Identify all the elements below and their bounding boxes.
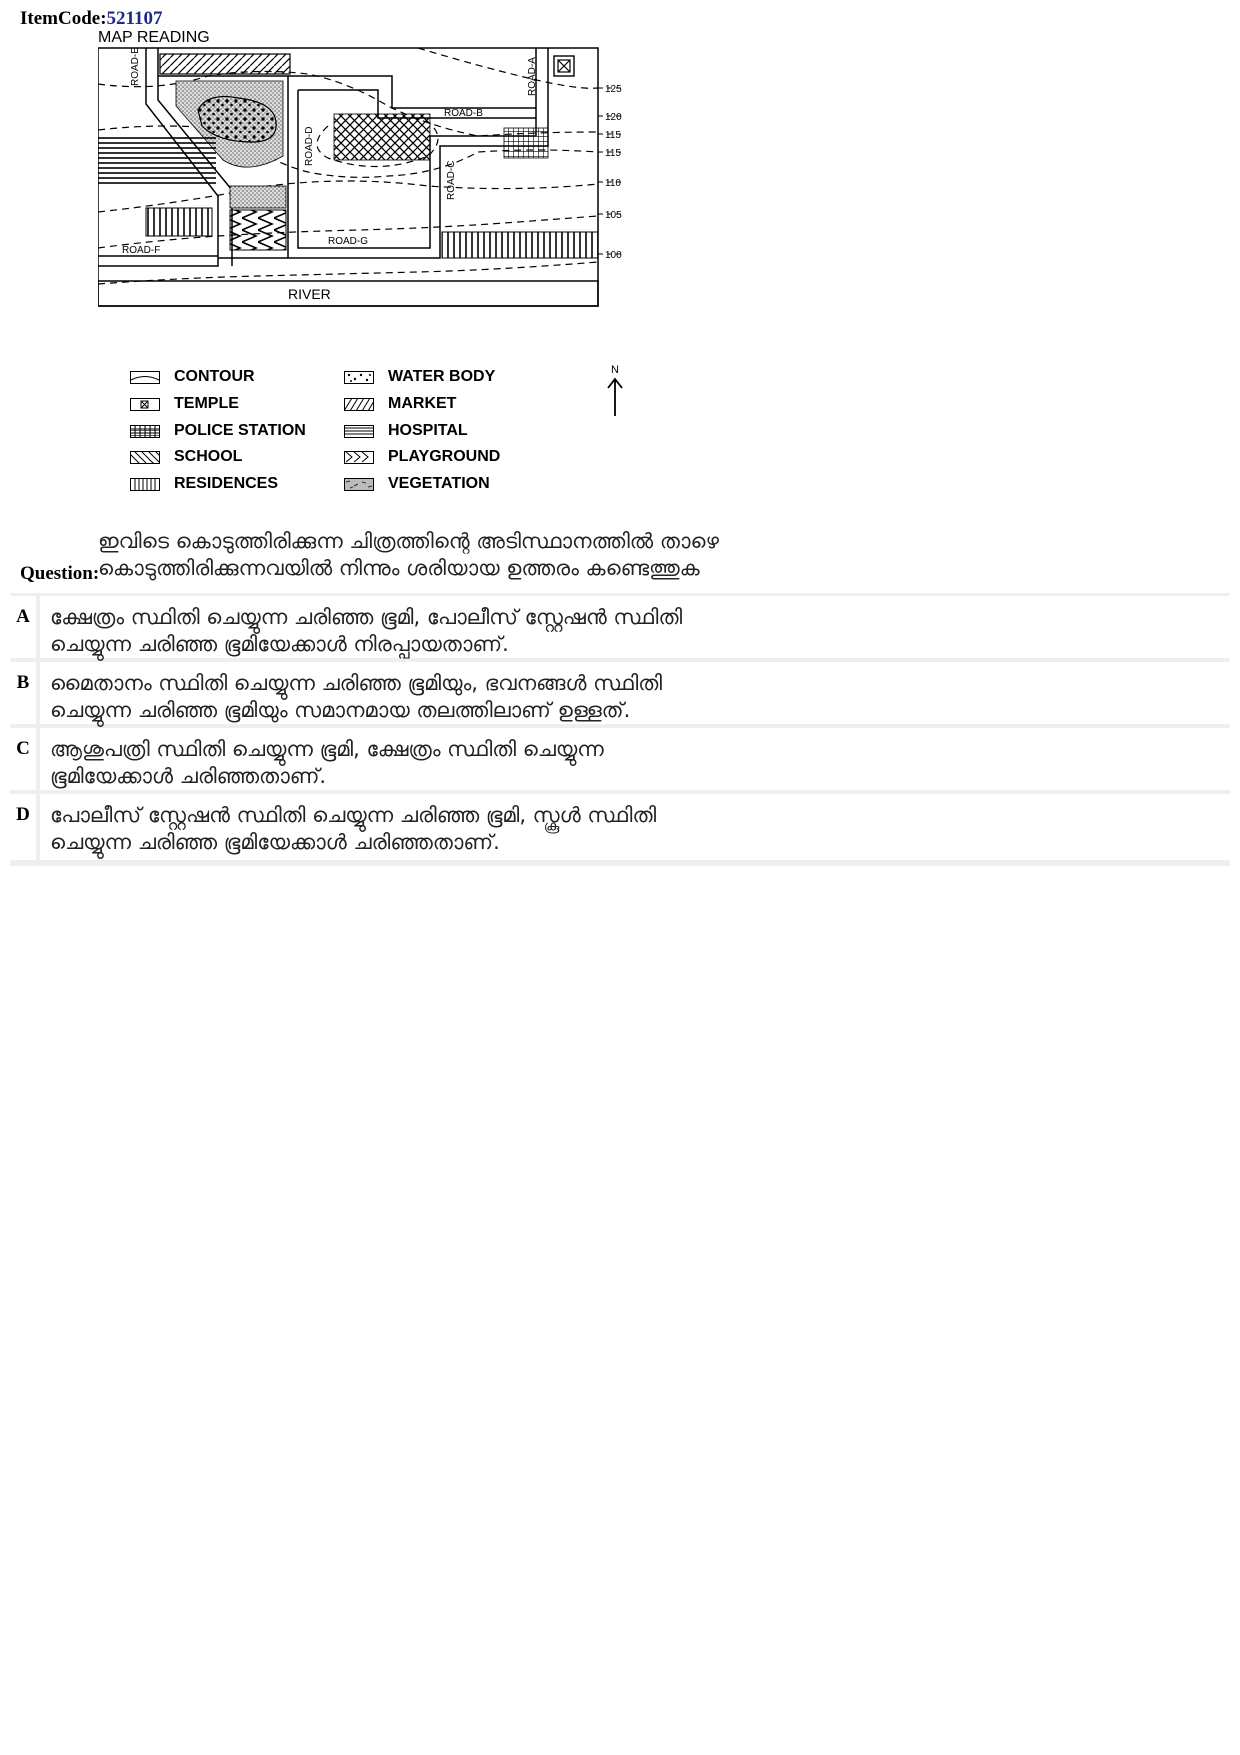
option-letter: A [10, 596, 40, 658]
road-d-label: ROAD-D [304, 126, 315, 166]
option-line: ആശുപത്രി സ്ഥിതി ചെയ്യുന്ന ഭൂമി, ക്ഷേത്രം സ്ഥിതി ചെയ്യുന്ന [50, 737, 604, 761]
north-label: N [611, 364, 619, 376]
market-icon [344, 398, 374, 411]
contour-value: 125 [605, 84, 622, 95]
option-d[interactable] [10, 794, 1230, 860]
option-text [50, 604, 1050, 658]
option-a[interactable] [10, 596, 1230, 658]
river-label: RIVER [288, 286, 331, 302]
legend-label: CONTOUR [174, 368, 255, 385]
contour-icon [130, 371, 160, 384]
north-arrow [600, 364, 630, 424]
north-arrow-icon [600, 376, 630, 418]
contour-value: 115 [605, 130, 621, 141]
legend-label: HOSPITAL [388, 422, 468, 439]
school-icon [130, 451, 160, 464]
temple-icon [130, 398, 160, 411]
option-text [50, 736, 1050, 790]
contour-value: 100 [605, 250, 622, 261]
question-line: കൊടുത്തിരിക്കുന്നവയിൽ നിന്നും ശരിയായ ഉത്തരം കണ്ടെത്തുക [98, 556, 700, 580]
question-line: ഇവിടെ കൊടുത്തിരിക്കുന്ന ചിത്രത്തിന്റെ അടിസ്ഥാനത്തിൽ താഴെ [98, 529, 719, 553]
question-label: Question: [20, 563, 100, 584]
option-line: പോലീസ് സ്റ്റേഷൻ സ്ഥിതി ചെയ്യുന്ന ചരിഞ്ഞ ഭൂമി, സ്കൂൾ സ്ഥിതി [50, 803, 657, 827]
legend-label: RESIDENCES [174, 475, 279, 492]
playground-icon [344, 451, 374, 464]
map-legend [130, 368, 530, 508]
hospital-icon [344, 425, 374, 438]
option-letter: B [10, 662, 40, 724]
water-body-icon [344, 371, 374, 384]
police-station-icon [130, 425, 160, 438]
road-e-label: ROAD-E [130, 47, 141, 86]
contour-value: 110 [605, 178, 621, 189]
road-g-label: ROAD-G [328, 236, 368, 247]
option-line: ചെയ്യുന്ന ചരിഞ്ഞ ഭൂമിയേക്കാൾ നിരപ്പായതാണ്. [50, 632, 509, 656]
road-b-label: ROAD-B [444, 108, 483, 119]
option-c[interactable] [10, 728, 1230, 790]
road-f-label: ROAD-F [122, 245, 161, 256]
legend-label: SCHOOL [174, 448, 243, 465]
vegetation-icon [344, 478, 374, 491]
road-a-label: ROAD-A [527, 57, 538, 96]
option-b[interactable] [10, 662, 1230, 724]
legend-label: MARKET [388, 395, 457, 412]
map-title: MAP READING [98, 29, 210, 46]
map-figure [98, 26, 728, 346]
option-letter: C [10, 728, 40, 790]
option-line: ചെയ്യുന്ന ചരിഞ്ഞ ഭൂമിയും സമാനമായ തലത്തിലാണ് ഉള്ളത്. [50, 698, 631, 722]
item-code-label: ItemCode: [20, 8, 107, 29]
option-text [50, 670, 1050, 724]
contour-value: 115 [605, 148, 621, 159]
option-line: ഭൂമിയേക്കാൾ ചരിഞ്ഞതാണ്. [50, 764, 327, 788]
option-letter: D [10, 794, 40, 860]
option-text [50, 802, 1050, 856]
contour-value: 105 [605, 210, 622, 221]
legend-label: VEGETATION [388, 475, 490, 492]
option-line: ചെയ്യുന്ന ചരിഞ്ഞ ഭൂമിയേക്കാൾ ചരിഞ്ഞതാണ്. [50, 830, 500, 854]
question-text [98, 528, 898, 582]
option-line: മൈതാനം സ്ഥിതി ചെയ്യുന്ന ചരിഞ്ഞ ഭൂമിയും, ഭവനങ്ങൾ സ്ഥിതി [50, 671, 663, 695]
legend-label: TEMPLE [174, 395, 239, 412]
road-c-label: ROAD-C [446, 160, 457, 200]
option-line: ക്ഷേത്രം സ്ഥിതി ചെയ്യുന്ന ചരിഞ്ഞ ഭൂമി, പോലീസ് സ്റ്റേഷൻ സ്ഥിതി [50, 605, 683, 629]
legend-label: WATER BODY [388, 368, 496, 385]
legend-label: PLAYGROUND [388, 448, 501, 465]
legend-label: POLICE STATION [174, 422, 306, 439]
contour-value: 120 [605, 112, 622, 123]
residences-icon [130, 478, 160, 491]
item-code-value: 521107 [106, 8, 163, 29]
